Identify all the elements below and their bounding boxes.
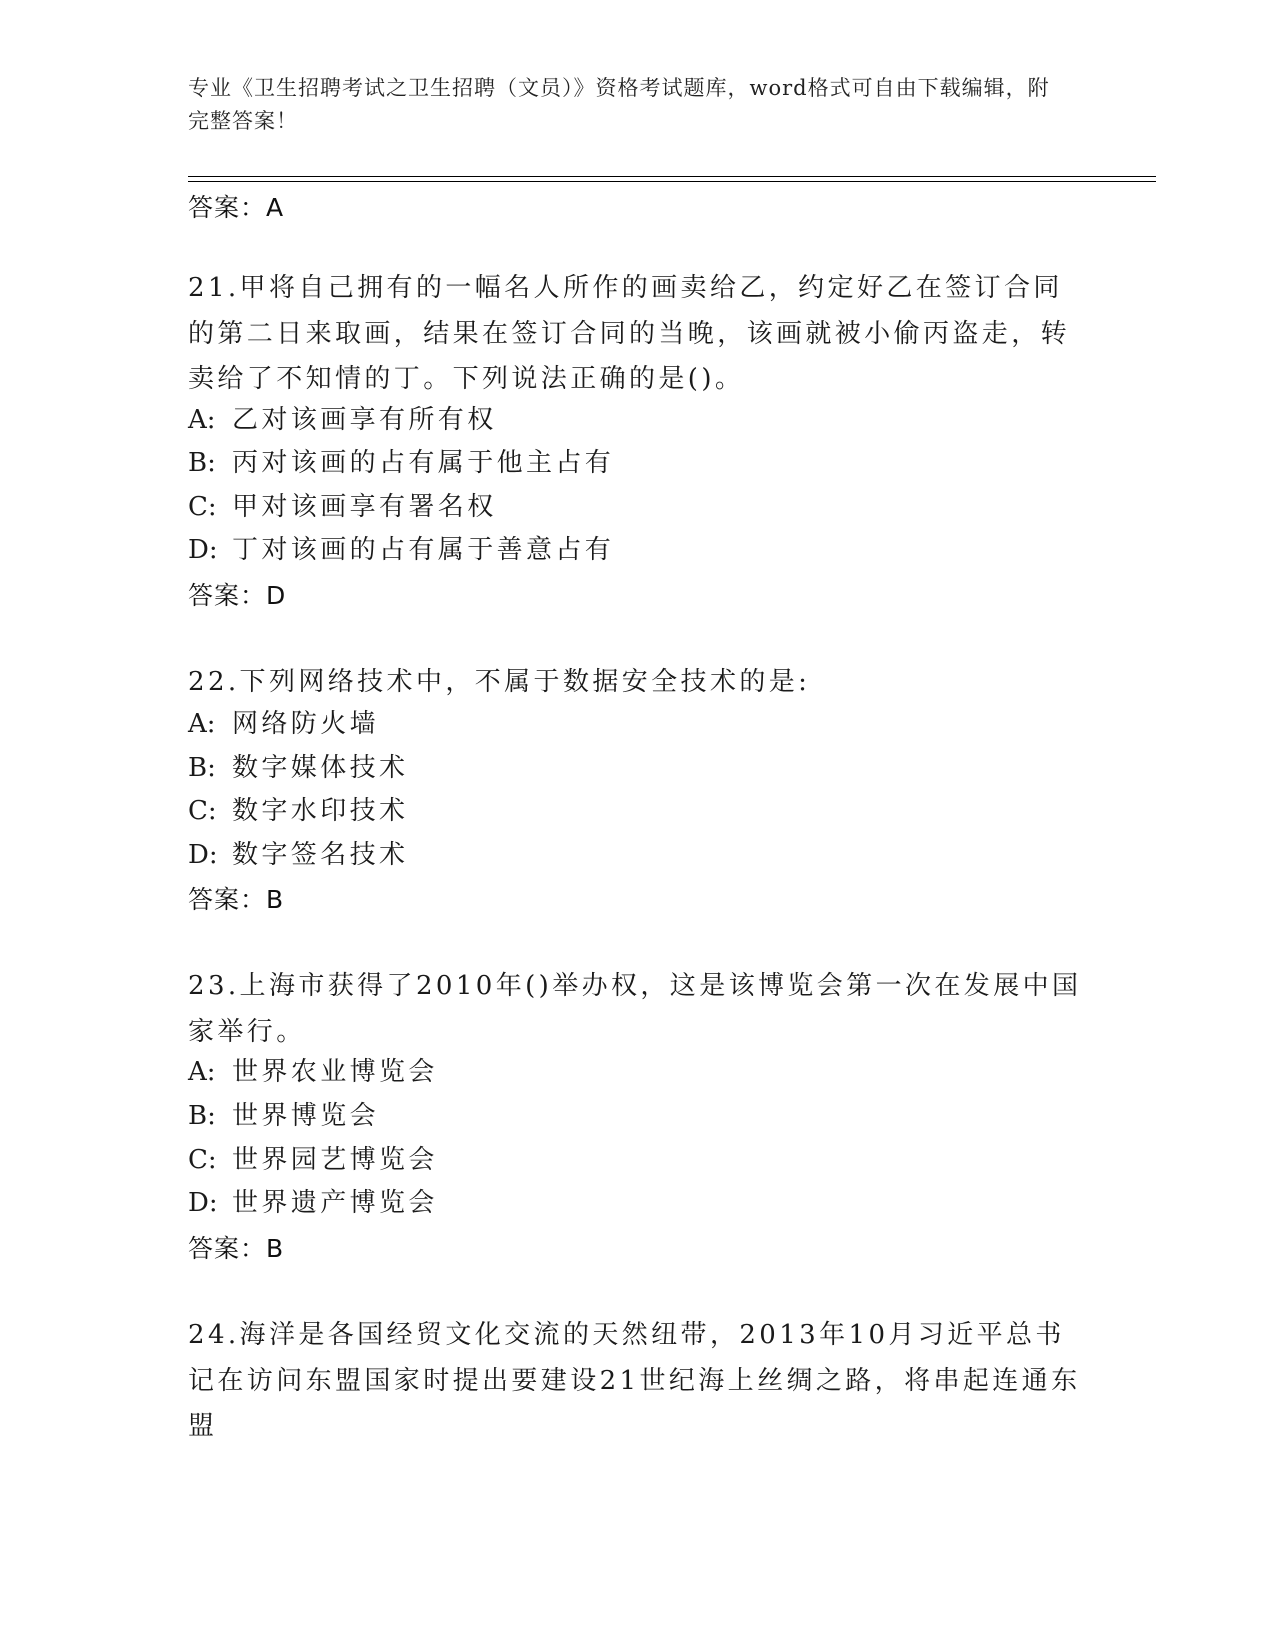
header-divider-bottom	[188, 181, 1156, 182]
option-text: 丁对该画的占有属于善意占有	[232, 535, 615, 565]
option-text: 甲对该画享有署名权	[232, 492, 497, 522]
document-header: 专业《卫生招聘考试之卫生招聘（文员）》资格考试题库，word格式可自由下载编辑，附完整答案！	[188, 76, 1050, 133]
question-22-text: 22.下列网络技术中，不属于数据安全技术的是:	[188, 667, 811, 697]
option-letter: B:	[188, 1101, 216, 1131]
option-letter: C:	[188, 492, 217, 522]
question-21-option-d	[188, 530, 614, 570]
option-letter: A:	[188, 1057, 216, 1087]
option-text: 乙对该画享有所有权	[232, 405, 497, 435]
option-letter: B:	[188, 448, 216, 478]
option-letter: B:	[188, 753, 216, 783]
question-22-answer: 答案：B	[188, 885, 285, 914]
answer-line: 答案：A	[188, 193, 285, 222]
question-22-option-b	[188, 748, 408, 788]
option-letter: A:	[188, 405, 216, 435]
question-23-option-d	[188, 1183, 438, 1223]
option-letter: C:	[188, 796, 217, 826]
option-text: 世界农业博览会	[232, 1057, 438, 1087]
question-21-option-a	[188, 400, 497, 440]
question-23-option-a	[188, 1052, 438, 1092]
option-text: 网络防火墙	[232, 709, 380, 739]
question-21-answer: 答案：D	[188, 581, 287, 610]
option-letter: C:	[188, 1145, 217, 1175]
question-21-option-c	[188, 487, 497, 527]
option-letter: D:	[188, 1188, 218, 1218]
header-divider-top	[188, 176, 1156, 177]
option-text: 世界园艺博览会	[232, 1145, 438, 1175]
option-text: 数字签名技术	[232, 840, 409, 870]
question-22-option-a	[188, 704, 379, 744]
question-23-option-c	[188, 1140, 438, 1180]
question-21-option-b	[188, 443, 614, 483]
question-23-text: 23.上海市获得了2010年()举办权，这是该博览会第一次在发展中国家举行。	[188, 971, 1082, 1047]
question-22-option-d	[188, 835, 408, 875]
option-text: 数字媒体技术	[232, 753, 409, 783]
option-text: 数字水印技术	[232, 796, 409, 826]
option-text: 世界遗产博览会	[232, 1188, 438, 1218]
option-text: 丙对该画的占有属于他主占有	[232, 448, 615, 478]
option-text: 世界博览会	[232, 1101, 380, 1131]
option-letter: A:	[188, 709, 216, 739]
question-22-option-c	[188, 791, 408, 831]
option-letter: D:	[188, 535, 218, 565]
question-24-text: 24.海洋是各国经贸文化交流的天然纽带，2013年10月习近平总书记在访问东盟国家时提出要建设21世纪海上丝绸之路，将串起连通东盟	[188, 1320, 1081, 1441]
question-23-option-b	[188, 1096, 379, 1136]
question-23-answer: 答案：B	[188, 1234, 285, 1263]
question-21-text: 21.甲将自己拥有的一幅名人所作的画卖给乙，约定好乙在签订合同的第二日来取画，结果在签订合同的当晚，该画就被小偷丙盗走，转卖给了不知情的丁。下列说法正确的是()。	[188, 273, 1071, 394]
option-letter: D:	[188, 840, 218, 870]
